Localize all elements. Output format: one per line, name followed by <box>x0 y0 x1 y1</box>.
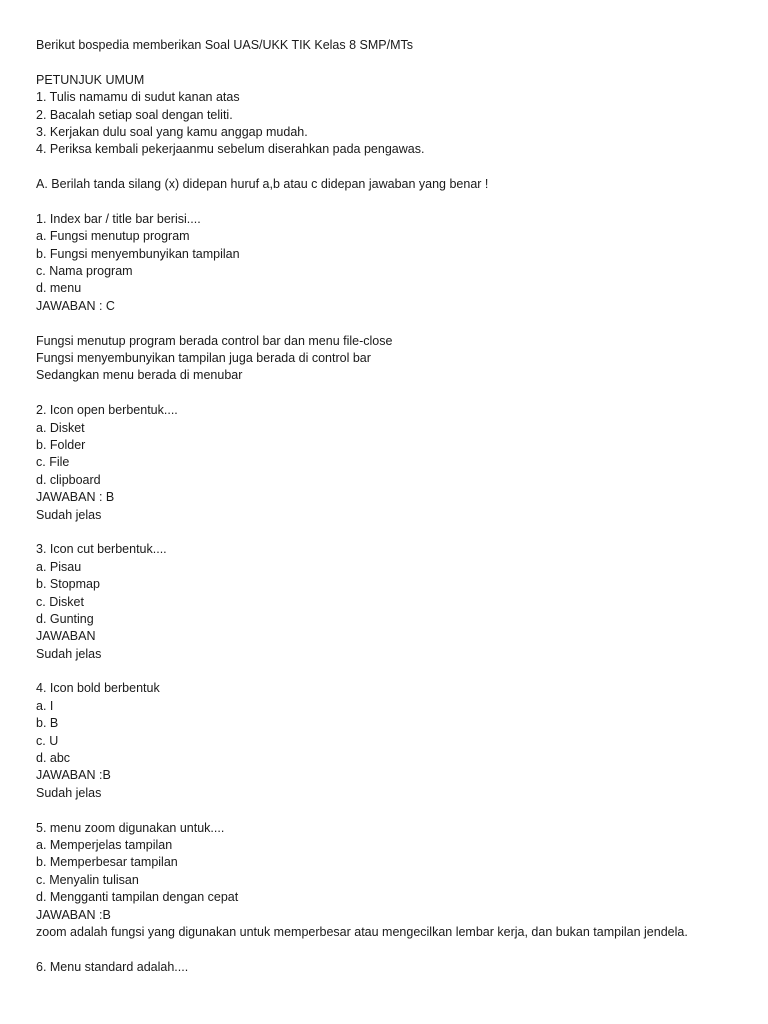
answer-option: c. Disket <box>36 594 84 609</box>
question-text: 5. menu zoom digunakan untuk.... <box>36 820 225 835</box>
answer-option: c. U <box>36 733 59 748</box>
answer-option: d. Gunting <box>36 611 94 626</box>
answer-option: b. Memperbesar tampilan <box>36 855 178 870</box>
answer-option: c. Menyalin tulisan <box>36 872 139 887</box>
explanation-text: Sedangkan menu berada di menubar <box>36 368 243 383</box>
answer-option: a. Memperjelas tampilan <box>36 837 173 852</box>
question-block <box>36 541 736 663</box>
answer-option: b. Stopmap <box>36 577 100 592</box>
question-block <box>36 211 736 385</box>
answer-option: c. Nama program <box>36 264 133 279</box>
explanation-text: zoom adalah fungsi yang digunakan untuk memperbesar atau mengecilkan lembar kerja, dan bukan tampilan jendela. <box>36 924 688 939</box>
petunjuk-item: 2. Bacalah setiap soal dengan teliti. <box>36 107 233 122</box>
document-page <box>36 37 736 976</box>
answer-option: d. clipboard <box>36 472 101 487</box>
explanation-text: Sudah jelas <box>36 507 102 522</box>
petunjuk-title: PETUNJUK UMUM <box>36 72 145 87</box>
answer-key: JAWABAN : B <box>36 490 115 505</box>
answer-option: c. File <box>36 455 70 470</box>
answer-option: d. abc <box>36 751 71 766</box>
petunjuk-item: 1. Tulis namamu di sudut kanan atas <box>36 90 240 105</box>
answer-option: a. Fungsi menutup program <box>36 229 190 244</box>
question-text: 3. Icon cut berbentuk.... <box>36 542 167 557</box>
question-text: 6. Menu standard adalah.... <box>36 959 189 974</box>
section-a-instruction: A. Berilah tanda silang (x) didepan huruf a,b atau c didepan jawaban yang benar ! <box>36 177 489 192</box>
petunjuk-umum-section <box>36 72 736 159</box>
question-block <box>36 680 736 802</box>
answer-option: a. I <box>36 698 54 713</box>
explanation-text: Sudah jelas <box>36 646 102 661</box>
explanation-text: Fungsi menyembunyikan tampilan juga berada di control bar <box>36 351 371 366</box>
answer-option: d. menu <box>36 281 82 296</box>
question-block <box>36 402 736 524</box>
answer-option: b. Folder <box>36 437 86 452</box>
answer-key: JAWABAN :B <box>36 907 111 922</box>
answer-option: b. B <box>36 716 59 731</box>
answer-key: JAWABAN :B <box>36 768 111 783</box>
petunjuk-item: 4. Periksa kembali pekerjaanmu sebelum diserahkan pada pengawas. <box>36 142 425 157</box>
intro-text: Berikut bospedia memberikan Soal UAS/UKK TIK Kelas 8 SMP/MTs <box>36 38 414 52</box>
explanation-text: Sudah jelas <box>36 785 102 800</box>
answer-key: JAWABAN : C <box>36 298 115 313</box>
question-text: 1. Index bar / title bar berisi.... <box>36 211 201 226</box>
explanation-text: Fungsi menutup program berada control bar dan menu file-close <box>36 333 393 348</box>
answer-option: d. Mengganti tampilan dengan cepat <box>36 890 239 905</box>
answer-key: JAWABAN <box>36 629 96 644</box>
answer-option: a. Disket <box>36 420 85 435</box>
answer-option: a. Pisau <box>36 559 82 574</box>
question-block <box>36 959 736 976</box>
petunjuk-item: 3. Kerjakan dulu soal yang kamu anggap mudah. <box>36 124 308 139</box>
answer-option: b. Fungsi menyembunyikan tampilan <box>36 246 240 261</box>
question-text: 2. Icon open berbentuk.... <box>36 403 178 418</box>
question-block <box>36 820 736 942</box>
question-text: 4. Icon bold berbentuk <box>36 681 160 696</box>
